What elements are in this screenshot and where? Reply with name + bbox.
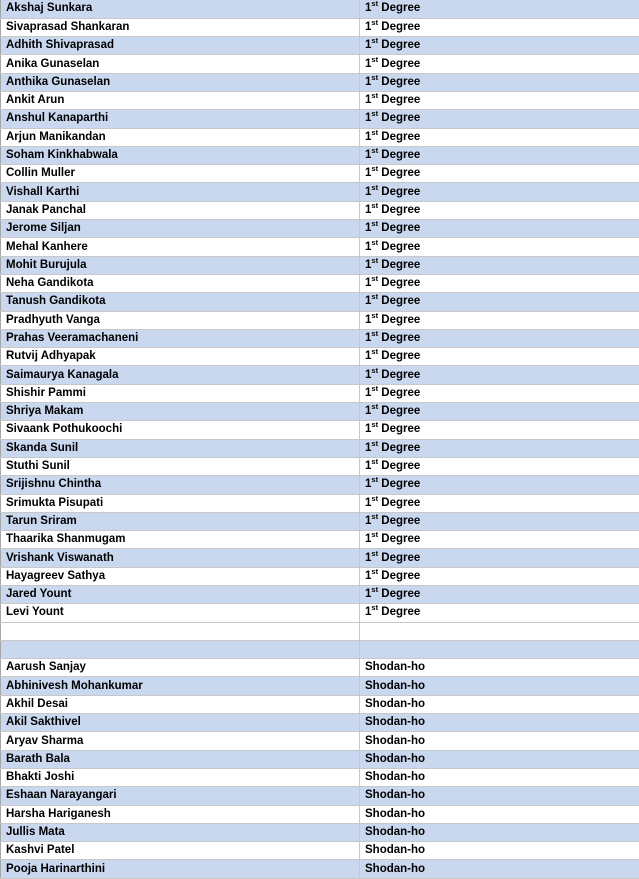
cell-degree[interactable]: 1st Degree — [360, 366, 639, 384]
cell-name[interactable]: Shishir Pammi — [1, 384, 360, 402]
cell-degree[interactable]: 1st Degree — [360, 586, 639, 604]
table-row[interactable] — [1, 201, 639, 219]
table-row[interactable] — [1, 256, 639, 274]
table-row[interactable] — [1, 732, 639, 750]
cell-name[interactable]: Shriya Makam — [1, 403, 360, 421]
table-row[interactable] — [1, 421, 639, 439]
cell-degree[interactable]: 1st Degree — [360, 128, 639, 146]
table-row[interactable] — [1, 457, 639, 475]
table-row[interactable] — [1, 695, 639, 713]
cell-degree[interactable]: 1st Degree — [360, 567, 639, 585]
table-row[interactable] — [1, 768, 639, 786]
cell-degree[interactable]: Shodan-ho — [360, 842, 639, 860]
cell-name[interactable]: Mehal Kanhere — [1, 238, 360, 256]
cell-degree[interactable]: 1st Degree — [360, 311, 639, 329]
table-row[interactable] — [1, 91, 639, 109]
cell-name[interactable]: Tanush Gandikota — [1, 293, 360, 311]
table-row[interactable] — [1, 567, 639, 585]
cell-name[interactable]: Srijishnu Chintha — [1, 476, 360, 494]
cell-name[interactable]: Arjun Manikandan — [1, 128, 360, 146]
cell-name[interactable]: Anshul Kanaparthi — [1, 110, 360, 128]
table-row[interactable] — [1, 549, 639, 567]
cell-degree[interactable]: Shodan-ho — [360, 787, 639, 805]
cell-name[interactable] — [1, 622, 360, 640]
cell-degree[interactable]: 1st Degree — [360, 238, 639, 256]
cell-degree[interactable] — [360, 640, 639, 658]
table-row[interactable] — [1, 18, 639, 36]
cell-name[interactable]: Tarun Sriram — [1, 512, 360, 530]
table-row[interactable] — [1, 842, 639, 860]
table-row[interactable] — [1, 329, 639, 347]
cell-degree[interactable]: 1st Degree — [360, 0, 639, 18]
table-row[interactable] — [1, 787, 639, 805]
table-row-blank[interactable] — [1, 622, 639, 640]
cell-degree[interactable]: Shodan-ho — [360, 805, 639, 823]
cell-name[interactable]: Stuthi Sunil — [1, 457, 360, 475]
cell-name[interactable]: Skanda Sunil — [1, 439, 360, 457]
cell-degree[interactable]: 1st Degree — [360, 55, 639, 73]
cell-name[interactable]: Aryav Sharma — [1, 732, 360, 750]
cell-name[interactable]: Sivaprasad Shankaran — [1, 18, 360, 36]
cell-degree[interactable]: 1st Degree — [360, 183, 639, 201]
cell-name[interactable]: Prahas Veeramachaneni — [1, 329, 360, 347]
cell-degree[interactable]: 1st Degree — [360, 110, 639, 128]
cell-degree[interactable]: Shodan-ho — [360, 860, 639, 878]
table-row-blank[interactable] — [1, 640, 639, 658]
cell-degree[interactable]: 1st Degree — [360, 421, 639, 439]
table-row[interactable] — [1, 110, 639, 128]
cell-degree[interactable]: 1st Degree — [360, 348, 639, 366]
cell-name[interactable]: Sivaank Pothukoochi — [1, 421, 360, 439]
cell-name[interactable]: Mohit Burujula — [1, 256, 360, 274]
table-row[interactable] — [1, 476, 639, 494]
cell-degree[interactable]: 1st Degree — [360, 512, 639, 530]
cell-degree[interactable]: Shodan-ho — [360, 750, 639, 768]
cell-name[interactable]: Harsha Hariganesh — [1, 805, 360, 823]
table-row[interactable] — [1, 348, 639, 366]
cell-name[interactable]: Srimukta Pisupati — [1, 494, 360, 512]
table-row[interactable] — [1, 512, 639, 530]
cell-name[interactable]: Kashvi Patel — [1, 842, 360, 860]
table-row[interactable] — [1, 128, 639, 146]
cell-name[interactable]: Jullis Mata — [1, 823, 360, 841]
cell-degree[interactable]: 1st Degree — [360, 293, 639, 311]
table-row[interactable] — [1, 274, 639, 292]
table-row[interactable] — [1, 714, 639, 732]
table-row[interactable] — [1, 37, 639, 55]
table-row[interactable] — [1, 604, 639, 622]
cell-name[interactable]: Akil Sakthivel — [1, 714, 360, 732]
cell-degree[interactable]: 1st Degree — [360, 329, 639, 347]
cell-degree[interactable]: 1st Degree — [360, 384, 639, 402]
cell-name[interactable]: Hayagreev Sathya — [1, 567, 360, 585]
cell-name[interactable]: Jared Yount — [1, 586, 360, 604]
cell-name[interactable]: Ankit Arun — [1, 91, 360, 109]
table-row[interactable] — [1, 531, 639, 549]
cell-name[interactable]: Barath Bala — [1, 750, 360, 768]
roster-table-body — [1, 0, 639, 878]
cell-degree[interactable]: 1st Degree — [360, 165, 639, 183]
cell-degree[interactable] — [360, 622, 639, 640]
cell-name[interactable]: Soham Kinkhabwala — [1, 146, 360, 164]
cell-degree[interactable]: 1st Degree — [360, 201, 639, 219]
cell-degree[interactable]: Shodan-ho — [360, 659, 639, 677]
cell-name[interactable]: Rutvij Adhyapak — [1, 348, 360, 366]
cell-degree[interactable]: 1st Degree — [360, 531, 639, 549]
table-row[interactable] — [1, 366, 639, 384]
table-row[interactable] — [1, 823, 639, 841]
table-row[interactable] — [1, 165, 639, 183]
table-row[interactable] — [1, 586, 639, 604]
cell-name[interactable]: Akshaj Sunkara — [1, 0, 360, 18]
cell-degree[interactable]: Shodan-ho — [360, 714, 639, 732]
cell-name[interactable]: Pooja Harinarthini — [1, 860, 360, 878]
cell-name[interactable]: Akhil Desai — [1, 695, 360, 713]
table-row[interactable] — [1, 659, 639, 677]
cell-degree[interactable]: 1st Degree — [360, 604, 639, 622]
cell-degree[interactable]: 1st Degree — [360, 91, 639, 109]
cell-name[interactable]: Levi Yount — [1, 604, 360, 622]
cell-degree[interactable]: 1st Degree — [360, 73, 639, 91]
cell-name[interactable]: Adhith Shivaprasad — [1, 37, 360, 55]
cell-degree[interactable]: Shodan-ho — [360, 695, 639, 713]
cell-degree[interactable]: Shodan-ho — [360, 677, 639, 695]
cell-name[interactable]: Abhinivesh Mohankumar — [1, 677, 360, 695]
cell-name[interactable]: Vishall Karthi — [1, 183, 360, 201]
cell-name[interactable]: Bhakti Joshi — [1, 768, 360, 786]
table-row[interactable] — [1, 311, 639, 329]
table-row[interactable] — [1, 146, 639, 164]
table-row[interactable] — [1, 805, 639, 823]
cell-name[interactable]: Anika Gunaselan — [1, 55, 360, 73]
table-row[interactable] — [1, 293, 639, 311]
cell-name[interactable]: Eshaan Narayangari — [1, 787, 360, 805]
cell-degree[interactable]: 1st Degree — [360, 549, 639, 567]
table-row[interactable] — [1, 439, 639, 457]
cell-degree[interactable]: 1st Degree — [360, 274, 639, 292]
cell-degree[interactable]: 1st Degree — [360, 18, 639, 36]
cell-degree[interactable]: Shodan-ho — [360, 823, 639, 841]
cell-name[interactable]: Anthika Gunaselan — [1, 73, 360, 91]
table-row[interactable] — [1, 0, 639, 18]
cell-degree[interactable]: Shodan-ho — [360, 732, 639, 750]
cell-name[interactable]: Pradhyuth Vanga — [1, 311, 360, 329]
cell-degree[interactable]: 1st Degree — [360, 256, 639, 274]
cell-degree[interactable]: Shodan-ho — [360, 768, 639, 786]
table-row[interactable] — [1, 750, 639, 768]
cell-degree[interactable]: 1st Degree — [360, 494, 639, 512]
cell-degree[interactable]: 1st Degree — [360, 457, 639, 475]
cell-degree[interactable]: 1st Degree — [360, 439, 639, 457]
cell-name[interactable]: Saimaurya Kanagala — [1, 366, 360, 384]
cell-name[interactable]: Vrishank Viswanath — [1, 549, 360, 567]
cell-name[interactable]: Neha Gandikota — [1, 274, 360, 292]
cell-name[interactable]: Aarush Sanjay — [1, 659, 360, 677]
table-row[interactable] — [1, 403, 639, 421]
cell-degree[interactable]: 1st Degree — [360, 220, 639, 238]
cell-degree[interactable]: 1st Degree — [360, 37, 639, 55]
table-row[interactable] — [1, 183, 639, 201]
table-row[interactable] — [1, 384, 639, 402]
cell-degree[interactable]: 1st Degree — [360, 403, 639, 421]
table-row[interactable] — [1, 73, 639, 91]
table-row[interactable] — [1, 238, 639, 256]
table-row[interactable] — [1, 860, 639, 878]
cell-name[interactable] — [1, 640, 360, 658]
table-row[interactable] — [1, 677, 639, 695]
cell-name[interactable]: Collin Muller — [1, 165, 360, 183]
cell-name[interactable]: Janak Panchal — [1, 201, 360, 219]
cell-name[interactable]: Jerome Siljan — [1, 220, 360, 238]
cell-degree[interactable]: 1st Degree — [360, 476, 639, 494]
table-row[interactable] — [1, 55, 639, 73]
table-row[interactable] — [1, 220, 639, 238]
table-row[interactable] — [1, 494, 639, 512]
cell-degree[interactable]: 1st Degree — [360, 146, 639, 164]
cell-name[interactable]: Thaarika Shanmugam — [1, 531, 360, 549]
